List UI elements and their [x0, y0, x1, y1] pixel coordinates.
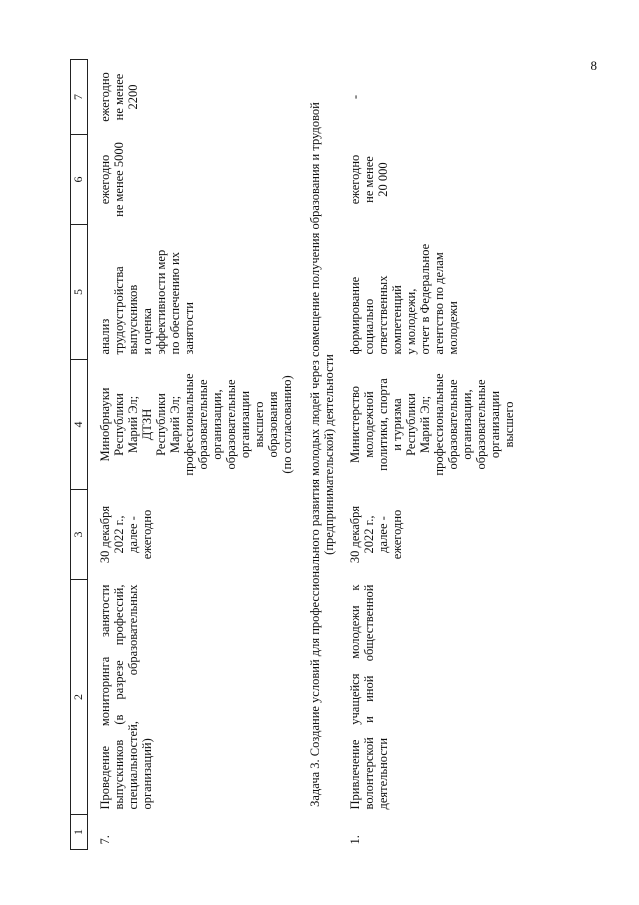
table-header-row — [71, 60, 88, 850]
page-number: 8 — [590, 58, 597, 73]
task-3-heading: Задача 3. Создание условий для профессионального развития молодых людей через совмещение получения образования и трудовой (предпринимательской) деятельности — [308, 102, 336, 807]
row7-event: Проведение мониторинга занятости выпускников (в разрезе профессий, специальностей, образовательных организаций) — [98, 584, 154, 810]
row1-executors: Министерство молодежной политики, спорта и туризма Республики Марий Эл; профессиональные образовательные организации, образовательные организации высшего — [348, 373, 516, 476]
row7-indicator-6: ежегодно не менее 5000 — [98, 142, 126, 217]
row1-indicator-7: - — [348, 94, 362, 100]
header-col-7: 7 — [71, 60, 88, 135]
header-col-5: 5 — [71, 225, 88, 360]
rotated-table-container — [70, 60, 570, 850]
row1-number: 1. — [348, 835, 362, 845]
row1-indicator-6: ежегодно не менее 20 000 — [348, 154, 390, 205]
header-col-4: 4 — [71, 360, 88, 490]
header-col-6: 6 — [71, 135, 88, 225]
table-row — [88, 60, 295, 850]
row1-event: Привлечение учащейся молодежи к волонтерской и иной общественной деятельности — [348, 584, 390, 810]
row1-result: формирование социально ответственных компетенций у молодежи, отчет в Федеральное агентство по делам молодежи — [348, 243, 460, 355]
header-col-2: 2 — [71, 580, 88, 815]
header-col-1: 1 — [71, 815, 88, 850]
row7-result: анализ трудоустройства выпускников и оценка эффективности мер по обеспечению их занятости — [98, 249, 196, 355]
row7-number: 7. — [98, 835, 112, 845]
header-col-3: 3 — [71, 490, 88, 580]
table-row — [348, 60, 516, 850]
row7-executors: Минобрнауки Республики Марий Эл; ДТЗН Республики Марий Эл; профессиональные образовательные организации, образовательные организации высшего образования (по согласованию) — [98, 373, 294, 476]
row7-indicator-7: ежегодно не менее 2200 — [98, 72, 140, 122]
row7-deadline: 30 декабря 2022 г., далее - ежегодно — [98, 505, 154, 564]
row1-deadline: 30 декабря 2022 г., далее - ежегодно — [348, 505, 404, 564]
events-table — [70, 59, 516, 850]
task-heading-row — [294, 60, 348, 850]
